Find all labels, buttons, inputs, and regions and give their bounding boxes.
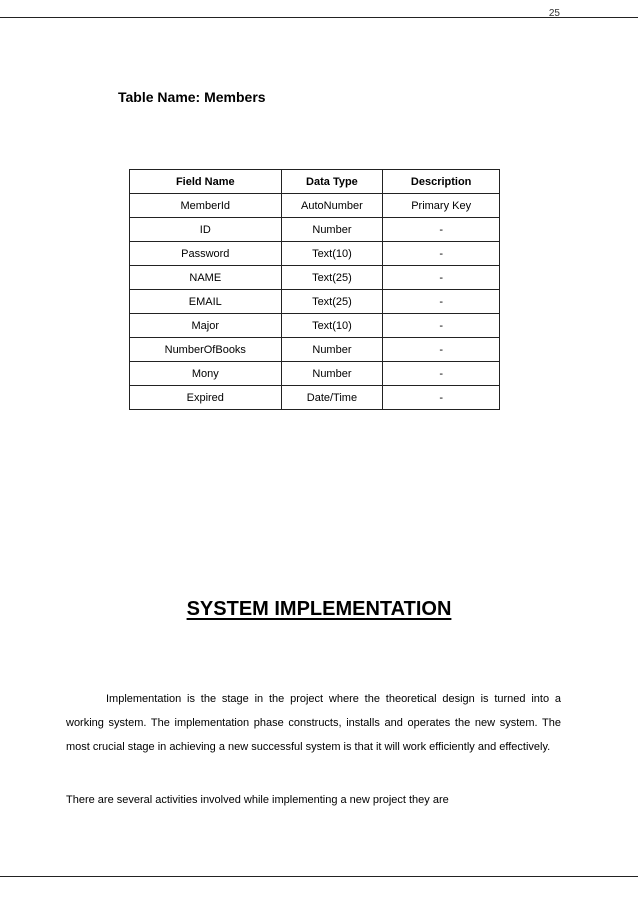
body-paragraph: There are several activities involved while implementing a new project they are [66, 794, 449, 806]
table-cell: - [383, 242, 500, 266]
table-row [130, 362, 500, 386]
table-header-row [130, 170, 500, 194]
table-cell: - [383, 338, 500, 362]
table-cell: Text(10) [281, 242, 383, 266]
table-cell: MemberId [130, 194, 282, 218]
table-cell: Text(25) [281, 290, 383, 314]
table-cell: Expired [130, 386, 282, 410]
table-cell: Mony [130, 362, 282, 386]
header-rule [0, 17, 638, 18]
table-cell: Number [281, 218, 383, 242]
table-row [130, 338, 500, 362]
table-cell: NAME [130, 266, 282, 290]
table-cell: - [383, 290, 500, 314]
table-row [130, 314, 500, 338]
body-paragraph: Implementation is the stage in the project where the theoretical design is turned into a working system. The implementation phase constructs, installs and operates the new system. The most crucial stage in achieving a new successful system is that it will work efficiently and effectively. [66, 693, 561, 753]
table-cell: AutoNumber [281, 194, 383, 218]
table-cell: Text(25) [281, 266, 383, 290]
column-header: Description [383, 170, 500, 194]
table-cell: - [383, 386, 500, 410]
table-row [130, 386, 500, 410]
table-cell: NumberOfBooks [130, 338, 282, 362]
column-header: Field Name [130, 170, 282, 194]
table-cell: Number [281, 338, 383, 362]
table-cell: - [383, 218, 500, 242]
table-cell: Major [130, 314, 282, 338]
page-number: 25 [548, 8, 560, 19]
table-row [130, 218, 500, 242]
table-row [130, 242, 500, 266]
table-row [130, 194, 500, 218]
table-row [130, 290, 500, 314]
section-heading-text: SYSTEM IMPLEMENTATION [186, 598, 452, 620]
table-cell: Password [130, 242, 282, 266]
table-cell: - [383, 314, 500, 338]
table-row [130, 266, 500, 290]
table-title: Table Name: Members [118, 89, 266, 105]
table-cell: ID [130, 218, 282, 242]
table-cell: EMAIL [130, 290, 282, 314]
table-cell: Primary Key [383, 194, 500, 218]
column-header: Data Type [281, 170, 383, 194]
table-cell: - [383, 362, 500, 386]
members-table [129, 169, 500, 410]
table-cell: Text(10) [281, 314, 383, 338]
table-cell: Number [281, 362, 383, 386]
footer-rule [0, 876, 638, 877]
table-cell: - [383, 266, 500, 290]
section-heading [0, 598, 638, 621]
table-cell: Date/Time [281, 386, 383, 410]
